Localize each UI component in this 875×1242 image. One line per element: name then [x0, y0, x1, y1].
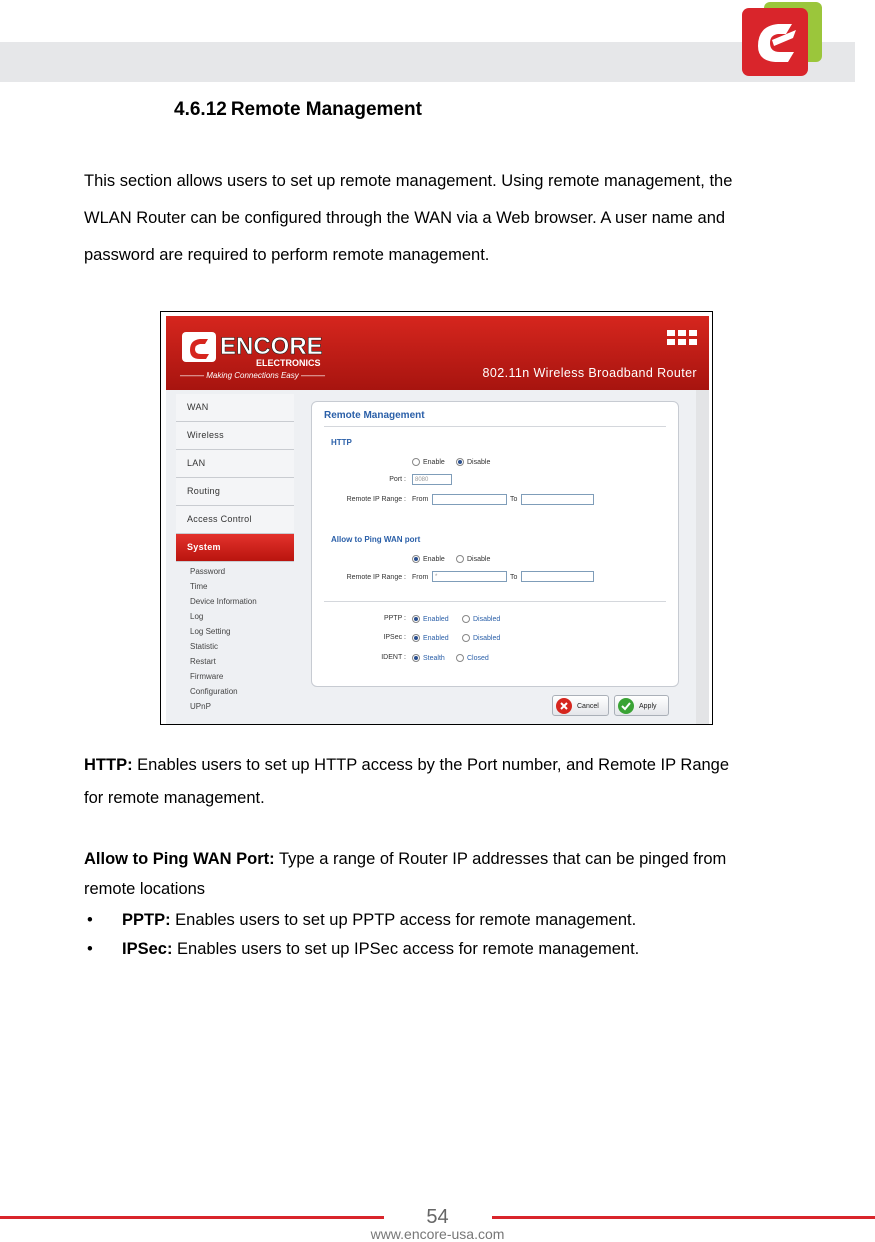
bullet-ipsec: • IPSec: Enables users to set up IPSec access for remote management. [87, 940, 640, 958]
bullet-pptp: • PPTP: Enables users to set up PPTP access for remote management. [87, 911, 637, 929]
encore-brand-logo [182, 328, 347, 370]
ident-label: IDENT : [381, 654, 406, 661]
subnav-restart[interactable]: Restart [190, 657, 216, 666]
section-title: Remote Management [230, 99, 422, 120]
ping-term: Allow to Ping WAN Port: [84, 850, 275, 868]
subnav-log-setting[interactable]: Log Setting [190, 627, 231, 636]
brand-sub: ELECTRONICS [256, 358, 321, 368]
http-term: HTTP: [84, 756, 133, 774]
ping-from-label: From [412, 574, 429, 581]
ident-stealth-radio[interactable]: Stealth [412, 654, 445, 662]
section-heading [174, 99, 422, 121]
pptp-enabled-radio[interactable]: Enabled [412, 615, 449, 623]
radio-selected-icon [412, 555, 420, 563]
router-body [166, 390, 709, 724]
subnav-time[interactable]: Time [190, 582, 208, 591]
intro-line-2: WLAN Router can be configured through the WAN via a Web browser. A user name and [84, 209, 726, 227]
subnav-password[interactable]: Password [190, 567, 226, 576]
http-from-label: From [412, 496, 429, 503]
scrollbar[interactable] [696, 390, 709, 724]
ident-closed-radio[interactable]: Closed [456, 654, 489, 662]
nav-wan[interactable]: WAN [176, 394, 294, 422]
ipsec-disabled-radio[interactable]: Disabled [462, 634, 500, 642]
radio-icon [462, 634, 470, 642]
ipsec-label: IPSec : [383, 634, 406, 641]
ping-from-input[interactable]: * [432, 571, 507, 582]
brand-name: ENCORE [220, 333, 323, 360]
ping-desc-line-2: remote locations [84, 880, 206, 898]
nav-access-control[interactable]: Access Control [176, 506, 294, 534]
nav-system[interactable]: System [176, 534, 294, 562]
ping-desc-line-1: Allow to Ping WAN Port: Type a range of Router IP addresses that can be pinged from [84, 850, 727, 868]
divider [324, 426, 666, 427]
subnav [176, 562, 294, 714]
section-number: 4.6.12 [174, 99, 227, 120]
cancel-icon [556, 698, 572, 714]
ping-enable-radio[interactable]: Enable [412, 555, 445, 563]
footer-website: www.encore-usa.com [370, 1226, 505, 1242]
grid-icon [667, 330, 697, 346]
intro-line-1: This section allows users to set up remote management. Using remote management, the [84, 172, 733, 190]
http-to-label: To [510, 496, 518, 503]
pptp-label: PPTP : [383, 615, 406, 622]
page-number: 54 [426, 1206, 449, 1228]
ping-to-input[interactable] [521, 571, 594, 582]
http-desc-line-2: for remote management. [84, 789, 265, 807]
radio-selected-icon [456, 458, 464, 466]
header-band [0, 42, 855, 82]
nav-routing[interactable]: Routing [176, 478, 294, 506]
cancel-button[interactable]: Cancel [552, 695, 609, 716]
subnav-device-information[interactable]: Device Information [190, 597, 257, 606]
http-disable-radio[interactable]: Disable [456, 458, 490, 466]
ping-to-label: To [510, 574, 518, 581]
pptp-disabled-radio[interactable]: Disabled [462, 615, 500, 623]
http-heading: HTTP [331, 438, 352, 447]
subnav-upnp[interactable]: UPnP [190, 702, 211, 711]
encore-logo-icon [742, 2, 822, 77]
bullet-icon: • [87, 940, 93, 958]
subnav-log[interactable]: Log [190, 612, 204, 621]
remote-management-panel [311, 401, 679, 687]
ipsec-enabled-radio[interactable]: Enabled [412, 634, 449, 642]
ping-disable-radio[interactable]: Disable [456, 555, 490, 563]
http-from-input[interactable] [432, 494, 507, 505]
check-icon [618, 698, 634, 714]
http-to-input[interactable] [521, 494, 594, 505]
subnav-firmware[interactable]: Firmware [190, 672, 224, 681]
port-label: Port : [389, 476, 406, 483]
radio-selected-icon [412, 634, 420, 642]
http-range-label: Remote IP Range : [346, 496, 406, 503]
radio-icon [456, 555, 464, 563]
apply-button[interactable]: Apply [614, 695, 669, 716]
router-nav [176, 394, 294, 714]
bullet-icon: • [87, 911, 93, 929]
router-product-title: 802.11n Wireless Broadband Router [482, 366, 697, 380]
port-input[interactable]: 8080 [412, 474, 452, 485]
radio-icon [456, 654, 464, 662]
router-header [166, 316, 709, 390]
divider [324, 601, 666, 602]
ping-range-label: Remote IP Range : [346, 574, 406, 581]
nav-wireless[interactable]: Wireless [176, 422, 294, 450]
radio-selected-icon [412, 615, 420, 623]
radio-selected-icon [412, 654, 420, 662]
radio-icon [412, 458, 420, 466]
http-enable-radio[interactable]: Enable [412, 458, 445, 466]
intro-line-3: password are required to perform remote management. [84, 246, 490, 264]
subnav-configuration[interactable]: Configuration [190, 687, 238, 696]
radio-icon [462, 615, 470, 623]
ping-heading: Allow to Ping WAN port [331, 535, 421, 544]
nav-lan[interactable]: LAN [176, 450, 294, 478]
router-tagline: ——— Making Connections Easy ——— [180, 371, 325, 380]
router-screenshot [160, 311, 713, 725]
subnav-statistic[interactable]: Statistic [190, 642, 219, 651]
panel-title: Remote Management [324, 410, 425, 421]
http-desc-line-1: HTTP: Enables users to set up HTTP access by the Port number, and Remote IP Range [84, 756, 730, 774]
